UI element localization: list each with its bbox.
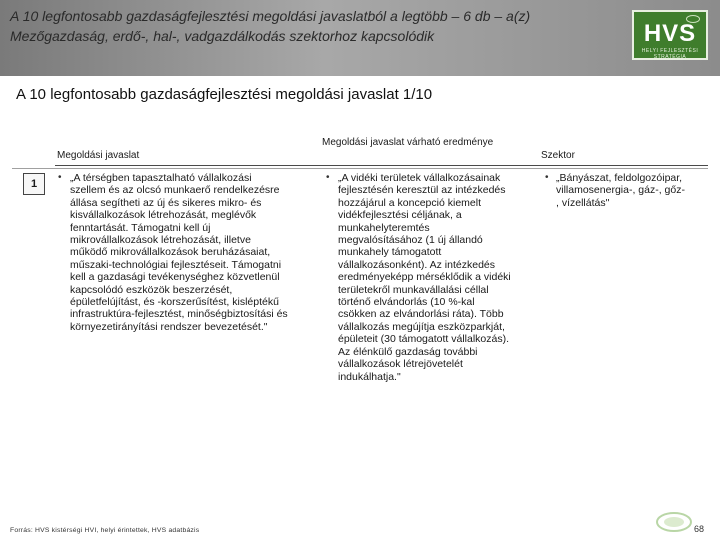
text-line: kapcsolódó eszközök beszerzését, xyxy=(70,283,233,296)
logo-text: HVS xyxy=(643,20,697,47)
text-line: épületfelújítást, és -korszerűsítést, kisléptékű xyxy=(70,296,279,309)
text-line: vállalkozások létrejövetelét xyxy=(338,358,463,371)
row-top-rule xyxy=(12,168,708,169)
text-line: működő mikrovállalkozások beruházásaiat, xyxy=(70,246,271,259)
text-line: vidékfejlesztési céljának, a xyxy=(338,209,462,222)
text-line: környezetirányítási rendszer bevezetését." xyxy=(70,320,268,333)
bullet-icon: • xyxy=(58,172,62,183)
text-line: infrastruktúra-fejlesztést, minőségbiztosítási és xyxy=(70,308,288,321)
header-rule xyxy=(320,165,540,166)
text-line: eredményeképp mérséklődik a vidéki xyxy=(338,271,511,284)
result-text xyxy=(338,172,543,383)
text-line: mikrovállalkozások létrehozását, illetve xyxy=(70,234,251,247)
page-number: 68 xyxy=(694,524,705,534)
column-header-sector: Szektor xyxy=(541,150,575,161)
solution-text xyxy=(70,172,322,333)
header-rule xyxy=(540,165,708,166)
column-header-solution: Megoldási javaslat xyxy=(57,150,140,161)
text-line: hozzájárul a koncepció kiemelt xyxy=(338,196,481,209)
text-line: megvalósításához (1 új állandó xyxy=(338,234,483,247)
bullet-icon: • xyxy=(545,172,549,183)
text-line: „Bányászat, feldolgozóipar, xyxy=(556,172,683,184)
text-line: munkahely támogatott xyxy=(338,246,442,259)
hvs-logo-icon xyxy=(632,10,708,60)
text-line: műszaki-technológiai fejlesztéseit. Támogatni xyxy=(70,258,282,271)
column-header-result: Megoldási javaslat várható eredménye xyxy=(322,137,494,148)
text-line: épületeit (30 támogatott vállalkozás). xyxy=(338,333,510,346)
bullet-icon: • xyxy=(326,172,330,183)
text-line: területekről munkavállalási céllal xyxy=(338,283,489,296)
row-number-badge: 1 xyxy=(23,173,45,195)
text-line: szellem és az olcsó munkaerő rendelkezésre xyxy=(70,184,280,197)
text-line: vállalkozásonként). Az intézkedés xyxy=(338,258,496,271)
text-line: vállalkozás megújítja eszközparkját, xyxy=(338,320,505,333)
text-line: munkahelyteremtés xyxy=(338,221,430,234)
header-rule xyxy=(55,165,320,166)
footer-logo-icon xyxy=(654,510,694,534)
text-line: indukálhatja." xyxy=(338,370,401,383)
text-line: csökken az elvándorlási ráta). Több xyxy=(338,308,504,321)
text-line: kell a gazdasági tevékenységhez közvetlenül xyxy=(70,271,280,284)
text-line: „A térségben tapasztalható vállalkozási xyxy=(70,172,252,184)
header-banner xyxy=(0,0,720,76)
slide-subtitle: A 10 legfontosabb gazdaságfejlesztési megoldási javaslat 1/10 xyxy=(16,86,433,103)
text-line: „A vidéki területek vállalkozásainak xyxy=(338,172,501,184)
text-line: , vízellátás" xyxy=(556,196,610,209)
text-line: villamosenergia-, gáz-, gőz- xyxy=(556,184,685,197)
text-line: kisvállalkozások létrehozását, meglévők xyxy=(70,209,257,222)
logo-tagline: HELYI FEJLESZTÉSI STRATÉGIA xyxy=(641,48,699,60)
text-line: Az élénkülő gazdaság további xyxy=(338,345,478,358)
text-line: fejlesztésén keresztül az intézkedés xyxy=(338,184,506,197)
sector-text xyxy=(556,172,708,209)
text-line: fenntartását. Támogatni kell új xyxy=(70,221,211,234)
page-heading: A 10 legfontosabb gazdaságfejlesztési megoldási javaslatból a legtöbb – 6 db – a(z) Mezőgazdaság, erdő-, hal-, vadgazdálkodás szektorhoz kapcsolódik xyxy=(10,8,531,44)
text-line: történő elvándorlás (10 %-kal xyxy=(338,296,475,309)
text-line: állása segítheti az új és sikeres mikro- és xyxy=(70,196,262,209)
source-note: Forrás: HVS kistérségi HVI, helyi érintettek, HVS adatbázis xyxy=(10,527,200,534)
